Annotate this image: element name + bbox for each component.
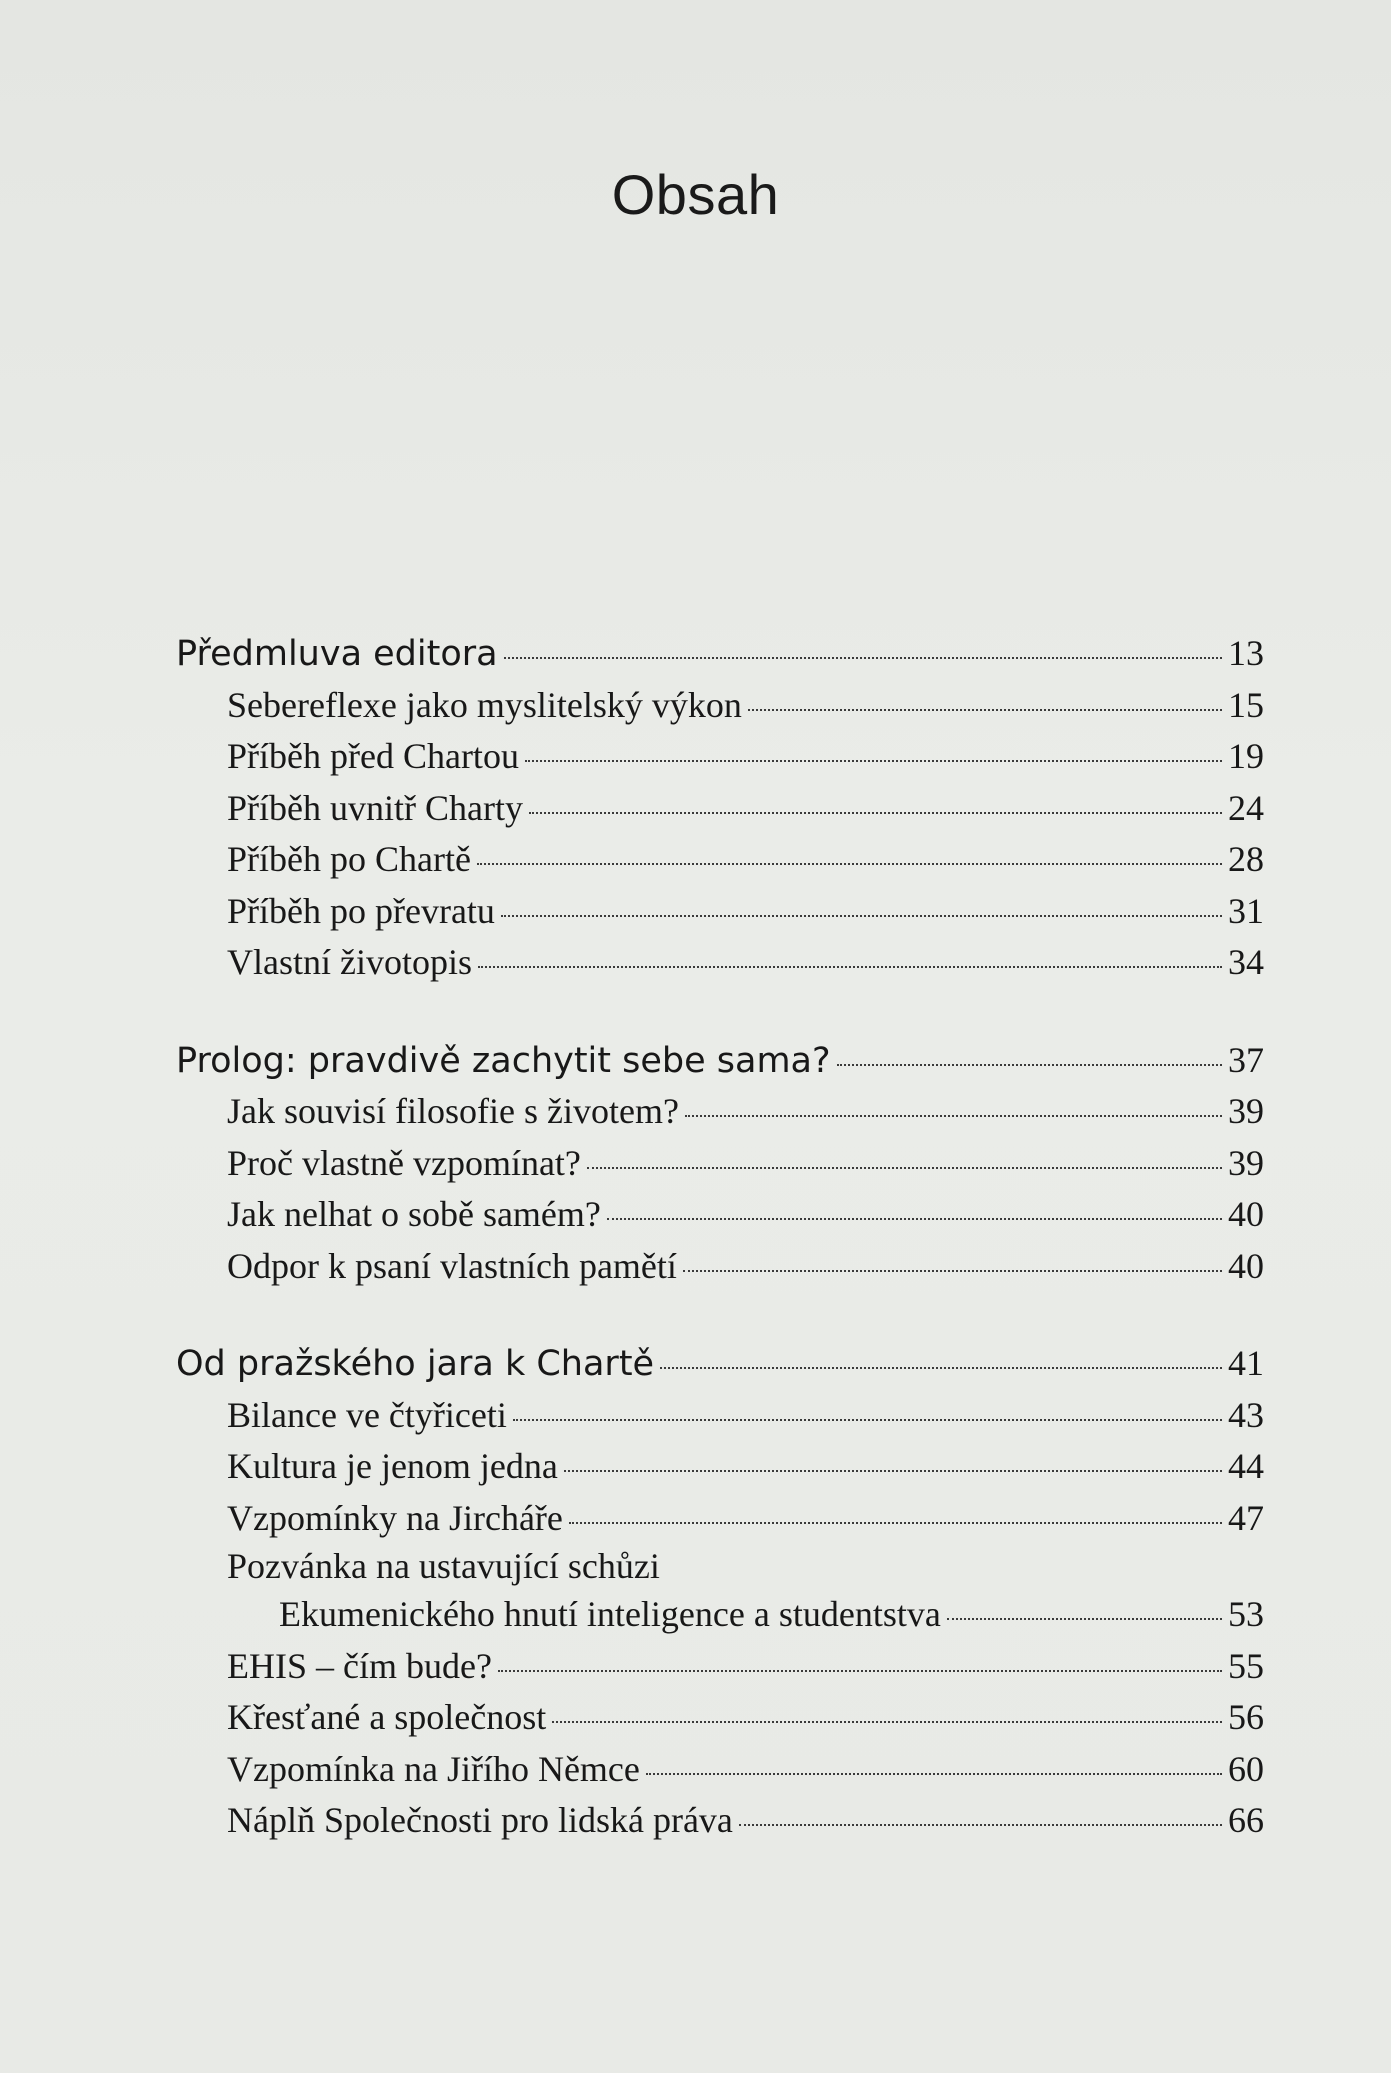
toc-entry-label: Křesťané a společnost (227, 1697, 547, 1737)
toc-subentry[interactable] (176, 1692, 1264, 1744)
toc-subentry[interactable] (176, 1641, 1264, 1693)
toc-entry-label: Náplň Společnosti pro lidská práva (227, 1800, 733, 1840)
dot-leader (525, 760, 1222, 762)
toc-subentry[interactable] (176, 680, 1264, 732)
toc-subentry[interactable] (176, 1086, 1264, 1138)
toc-section (176, 1338, 1264, 1847)
toc-subentry[interactable] (176, 1241, 1264, 1293)
toc-page-number: 40 (1228, 1245, 1264, 1286)
toc-subentry[interactable] (176, 1390, 1264, 1442)
dot-leader (947, 1618, 1222, 1620)
dot-leader (646, 1773, 1222, 1775)
toc-entry-label: Od pražského jara k Chartě (176, 1344, 655, 1384)
dot-leader (607, 1218, 1222, 1220)
toc-page-number: 13 (1228, 633, 1264, 673)
dot-leader (504, 657, 1222, 659)
toc-entry-label: Příběh po převratu (227, 890, 495, 931)
dot-leader (587, 1167, 1222, 1169)
toc-entry-label: Bilance ve čtyřiceti (227, 1394, 507, 1435)
dot-leader (513, 1419, 1222, 1421)
dot-leader (748, 709, 1222, 711)
toc-subentry[interactable] (176, 834, 1264, 886)
toc-page-number: 39 (1228, 1091, 1264, 1131)
toc-entry-label: Proč vlastně vzpomínat? (227, 1142, 581, 1183)
toc-subentry[interactable] (176, 783, 1264, 835)
toc-page-number: 15 (1228, 684, 1264, 725)
toc-entry-label: Příběh uvnitř Charty (227, 787, 523, 828)
dot-leader (552, 1721, 1222, 1723)
toc-entry-label: Vzpomínky na Jircháře (227, 1497, 563, 1538)
toc-entry-label: Kultura je jenom jedna (227, 1446, 558, 1486)
toc-entry-label: Příběh před Chartou (227, 736, 519, 776)
toc-section (176, 628, 1264, 989)
toc-chapter-entry[interactable] (176, 628, 1264, 680)
toc-chapter-entry[interactable] (176, 1338, 1264, 1390)
toc-entry-label-continuation: Ekumenického hnutí inteligence a studentstva (279, 1594, 941, 1634)
toc-subentry[interactable] (176, 1189, 1264, 1241)
dot-leader (837, 1064, 1222, 1066)
dot-leader (685, 1115, 1222, 1117)
dot-leader (501, 915, 1222, 917)
dot-leader (739, 1824, 1222, 1826)
toc-page-number: 55 (1228, 1645, 1264, 1686)
toc-page-number: 39 (1228, 1142, 1264, 1183)
dot-leader (478, 966, 1222, 968)
toc-page-number: 34 (1228, 942, 1264, 982)
toc-page-number: 44 (1228, 1446, 1264, 1486)
toc-page-number: 60 (1228, 1748, 1264, 1789)
toc-subentry[interactable] (176, 1138, 1264, 1190)
toc-page-number: 28 (1228, 839, 1264, 879)
page-title: Obsah (611, 163, 780, 226)
toc-subentry[interactable] (176, 1441, 1264, 1493)
toc-page-number: 47 (1228, 1497, 1264, 1538)
dot-leader (683, 1270, 1222, 1272)
dot-leader (569, 1522, 1222, 1524)
toc-page-number: 56 (1228, 1697, 1264, 1737)
toc-subentry[interactable] (176, 1744, 1264, 1796)
toc-page-number: 40 (1228, 1194, 1264, 1234)
toc-entry-label: Předmluva editora (176, 634, 498, 674)
toc-entry-label: Příběh po Chartě (227, 839, 471, 879)
toc-page-number: 43 (1228, 1394, 1264, 1435)
toc-entry-label: EHIS – čím bude? (227, 1645, 492, 1686)
toc-page-number: 31 (1228, 890, 1264, 931)
dot-leader (498, 1670, 1222, 1672)
toc-entry-label: Pozvánka na ustavující schůzi (227, 1546, 660, 1586)
toc-entry-label: Jak nelhat o sobě samém? (227, 1194, 601, 1234)
toc-section (176, 1035, 1264, 1293)
dot-leader (477, 863, 1222, 865)
toc-page-number: 41 (1228, 1343, 1264, 1383)
toc-entry-label: Vzpomínka na Jiřího Němce (227, 1748, 640, 1789)
toc-subentry[interactable] (176, 731, 1264, 783)
toc-chapter-entry[interactable] (176, 1035, 1264, 1087)
toc-entry-label: Prolog: pravdivě zachytit sebe sama? (176, 1040, 831, 1081)
dot-leader (529, 812, 1222, 814)
table-of-contents (176, 628, 1264, 1893)
toc-page-number: 24 (1228, 787, 1264, 828)
toc-page-number: 19 (1228, 736, 1264, 776)
toc-page-number: 53 (1228, 1594, 1264, 1634)
toc-entry-label: Jak souvisí filosofie s životem? (227, 1091, 679, 1131)
dot-leader (564, 1470, 1222, 1472)
toc-subentry-multiline[interactable] (176, 1544, 1264, 1641)
toc-entry-label: Odpor k psaní vlastních pamětí (227, 1245, 677, 1286)
toc-entry-label: Sebereflexe jako myslitelský výkon (227, 684, 742, 725)
toc-subentry[interactable] (176, 1795, 1264, 1847)
toc-page-number: 37 (1228, 1039, 1264, 1080)
toc-subentry[interactable] (176, 886, 1264, 938)
toc-page-number: 66 (1228, 1800, 1264, 1840)
dot-leader (660, 1367, 1222, 1369)
toc-entry-label: Vlastní životopis (227, 942, 472, 982)
toc-subentry[interactable] (176, 1493, 1264, 1545)
toc-subentry[interactable] (176, 937, 1264, 989)
